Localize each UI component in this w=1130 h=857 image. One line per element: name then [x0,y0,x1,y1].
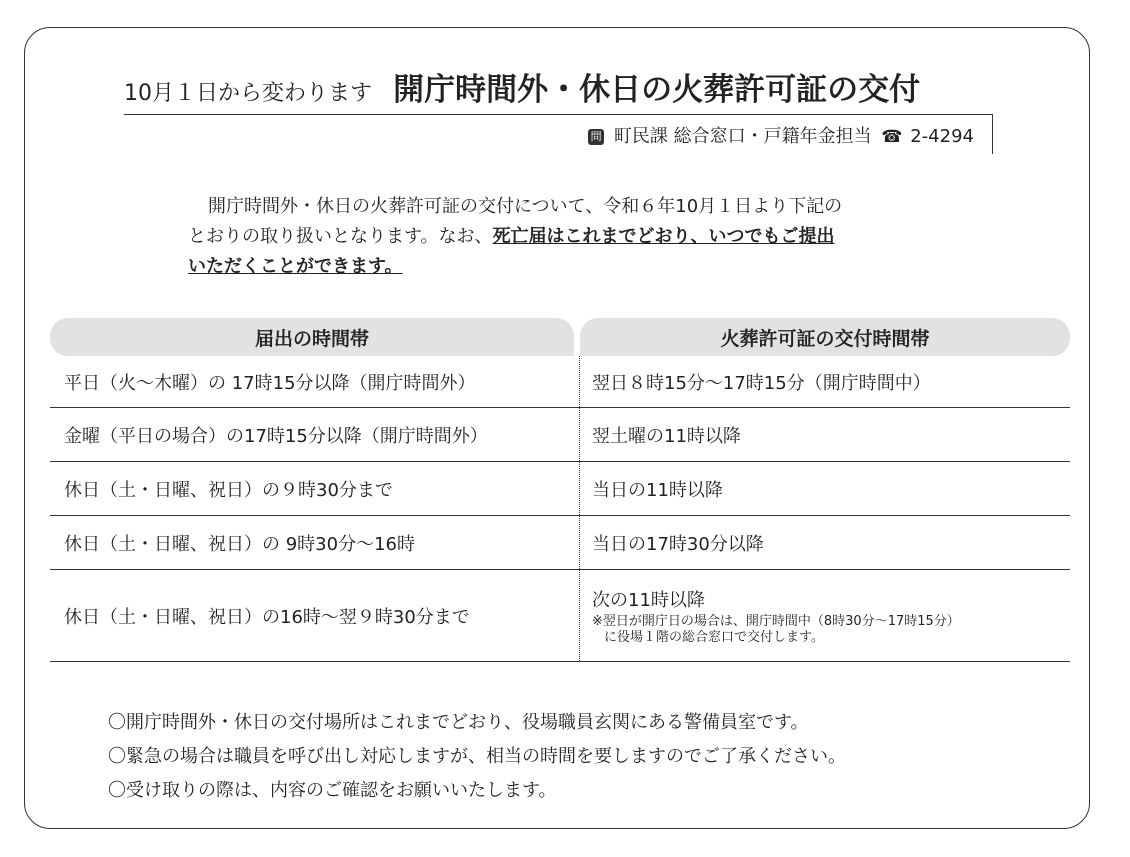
issuance-cell: 翌土曜の11時以降 [592,425,741,447]
submission-cell: 休日（土・日曜、祝日）の16時～翌９時30分まで [50,570,580,661]
phone-icon: ☎ [881,127,903,147]
issuance-main-text: 次の11時以降 [592,589,705,611]
title-row [124,64,920,109]
issuance-note-line-2: に役場１階の総合窓口で交付します。 [604,629,824,645]
intro-line-3-underline: いただくことができます。 [188,256,403,277]
submission-cell: 休日（土・日曜、祝日）の 9時30分～16時 [50,516,580,569]
table-row [50,408,1070,462]
schedule-table [50,318,1070,662]
intro-line-2-plain: とおりの取り扱いとなります。なお、 [188,226,493,247]
header-issuance-time: 火葬許可証の交付時間帯 [580,318,1070,356]
table-row [50,356,1070,408]
footer-note-2: 〇緊急の場合は職員を呼び出し対応しますが、相当の時間を要しますのでご了承ください。 [108,746,846,767]
contact-phone: 2-4294 [910,126,974,147]
title-underline [124,114,992,115]
issuance-cell: 当日の11時以降 [592,479,723,501]
inquiry-icon: 問 [588,129,604,145]
footer-note-1: 〇開庁時間外・休日の交付場所はこれまでどおり、役場職員玄関にある警備員室です。 [108,712,809,733]
table-row [50,570,1070,662]
contact-info [588,122,974,148]
issuance-note-line-1: ※翌日が開庁日の場合は、開庁時間中（8時30分～17時15分） [592,613,960,629]
issuance-cell [580,570,1070,661]
issuance-cell: 翌日８時15分～17時15分（開庁時間中） [592,372,931,394]
notice-header [124,60,994,152]
submission-cell: 休日（土・日曜、祝日）の９時30分まで [50,462,580,515]
notice-subtitle: 10月１日から変わります [124,81,372,106]
contact-department: 町民課 総合窓口・戸籍年金担当 [613,126,872,147]
title-vertical-rule [992,114,993,154]
intro-paragraph [188,192,948,282]
intro-line-2 [188,222,948,252]
footer-notes [108,706,846,808]
intro-line-3 [188,252,948,282]
issuance-cell: 当日の17時30分以降 [592,533,764,555]
issuance-note [592,614,960,646]
table-row [50,462,1070,516]
table-row [50,516,1070,570]
header-submission-time: 届出の時間帯 [50,318,574,356]
submission-cell: 金曜（平日の場合）の17時15分以降（開庁時間外） [50,408,580,461]
table-header [50,318,1070,356]
intro-line-2-underline: 死亡届はこれまでどおり、いつでもご提出 [492,226,835,247]
submission-cell: 平日（火～木曜）の 17時15分以降（開庁時間外） [50,356,580,407]
footer-note-3: 〇受け取りの際は、内容のご確認をお願いいたします。 [108,780,557,801]
notice-title: 開庁時間外・休日の火葬許可証の交付 [393,72,921,108]
intro-line-1: 開庁時間外・休日の火葬許可証の交付について、令和６年10月１日より下記の [208,196,843,217]
